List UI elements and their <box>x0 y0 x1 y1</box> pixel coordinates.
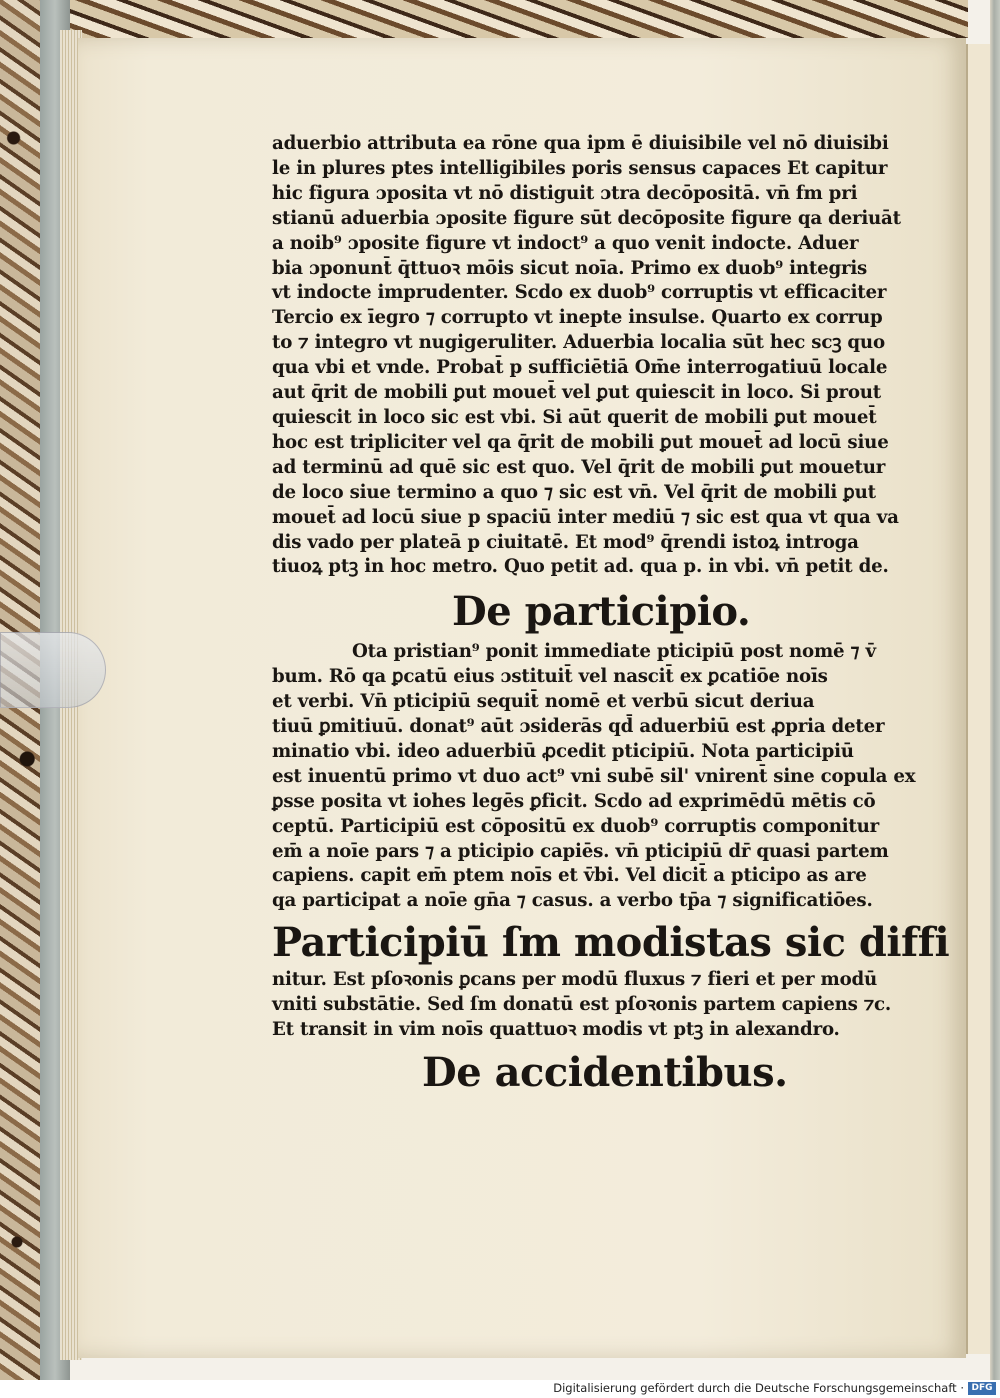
text-line: stianū aduerbia ɔposite figure sūt decōposite figure qa deriuāt <box>272 207 901 229</box>
text-line: aut q̄rit de mobili ꝑut mouet̄ vel ꝑut quiescit in loco. Si prout <box>272 382 881 404</box>
text-line: qa participat a noīe gn̄a ⁊ casus. a verbo tp̄a ⁊ significatiōes. <box>272 890 873 912</box>
text-line: em̄ a noīe pars ⁊ a pticipio capiēs. vn̄ pticipiū dr̄ quasi partem <box>272 840 889 862</box>
text-line: bum. Rō qa ꝑcatū eius ɔstituit̄ vel nascit̄ ex ꝑcatiōe noīs <box>272 666 828 688</box>
text-line: quiescit in loco sic est vbi. Si aūt querit de mobili ꝑut mouet̄ <box>272 406 877 428</box>
heading-de-participio: De participio. <box>452 588 751 636</box>
paragraph-participio <box>272 640 916 914</box>
page-clip <box>0 632 106 708</box>
text-line: ceptū. Participiū est cōpositū ex duob⁹ corruptis componitur <box>272 815 880 837</box>
book-cover-right <box>990 0 1000 1380</box>
text-line: tiuoꝝ ptꝫ in hoc metro. Quo petit ad. qua p. in vbi. vn̄ petit de. <box>272 556 889 578</box>
text-line: dis vado per plateā p ciuitatē. Et mod⁹ q̄rendi istoꝝ introga <box>272 531 859 553</box>
text-line: Ota pristian⁹ ponit immediate pticipiū post nomē ⁊ v̄ <box>352 641 876 663</box>
text-line: mouet̄ ad locū siue p spaciū inter mediū ⁊ sic est qua vt qua va <box>272 506 899 528</box>
text-line: aduerbio attributa ea rōne qua ipm ē diuisibile vel nō diuisibi <box>272 133 889 154</box>
text-line: nitur. Est pſoꝛonis ꝑcans per modū fluxus ⁊ fieri et per modū <box>272 969 878 991</box>
text-line: Tercio ex īegro ⁊ corrupto vt inepte insulse. Quarto ex corrup <box>272 307 883 329</box>
text-line: bia ɔponunt̄ q̄ttuoꝛ mōis sicut noīa. Primo ex duob⁹ integris <box>272 257 868 279</box>
text-line: tiuū ꝑmitiuū. donat⁹ aūt ɔsiderās qd̄ aduerbiū est ꝓpria deter <box>272 716 885 738</box>
text-line: hoc est tripliciter vel qa q̄rit de mobili ꝑut mouet̄ ad locū siue <box>272 431 889 453</box>
text-line: vniti substātie. Sed ſm donatū est pſoꝛonis partem capiens ⁊c. <box>272 994 892 1016</box>
text-line: ꝑsse posita vt iohes legēs ꝑficit. Scdo ad exprimēdū mētis cō <box>272 790 876 812</box>
dfg-logo: DFG <box>968 1382 996 1395</box>
text-line: capiens. capit em̄ ptem noīs et v̄bi. Vel dicit̄ a pticipo as are <box>272 865 867 887</box>
text-line: ad terminū ad quē sic est quo. Vel q̄rit de mobili ꝑut mouetur <box>272 456 886 478</box>
text-line: et verbi. Vn̄ pticipiū sequit̄ nomē et verbū sicut deriua <box>272 691 815 713</box>
footer-credit: Digitalisierung gefördert durch die Deutsche Forschungsgemeinschaft · <box>553 1381 964 1395</box>
paragraph-modistas <box>272 968 892 1043</box>
text-line: est inuentū primo vt duo act⁹ vni subē sil' vnirent̄ sine copula ex <box>272 765 916 787</box>
text-line: le in plures ptes intelligibiles poris sensus capaces Et capitur <box>272 157 888 179</box>
heading-de-accidentibus: De accidentibus. <box>422 1049 788 1096</box>
text-line: vt indocte imprudenter. Scdo ex duob⁹ corruptis vt efficaciter <box>272 282 887 304</box>
paragraph-aduerbio <box>272 132 901 580</box>
text-line: qua vbi et vnde. Probat̄ p sufficiētiā Om̄e interrogatiuū locale <box>272 357 888 379</box>
text-line: de loco siue termino a quo ⁊ sic est vn̄. Vel q̄rit de mobili ꝑut <box>272 481 876 503</box>
text-line: to ⁊ integro vt nugigeruliter. Aduerbia localia sūt hec scꝫ quo <box>272 332 885 354</box>
page-text <box>272 132 950 1099</box>
book-cover-top <box>68 0 968 38</box>
heading-participium-modistas: Participiū ſm modistas sic diffi <box>272 919 950 967</box>
text-line: hic figura ɔposita vt nō distiguit ɔtra decōpositā. vn̄ fm pri <box>272 182 858 204</box>
text-line: minatio vbi. ideo aduerbiū ꝓcedit pticipiū. Nota participiū <box>272 740 854 762</box>
text-line: a noib⁹ ɔposite figure vt indoct⁹ a quo venit indocte. Aduer <box>272 232 859 254</box>
text-line: Et transit in vim noīs quattuoꝛ modis vt ptꝫ in alexandro. <box>272 1019 840 1041</box>
